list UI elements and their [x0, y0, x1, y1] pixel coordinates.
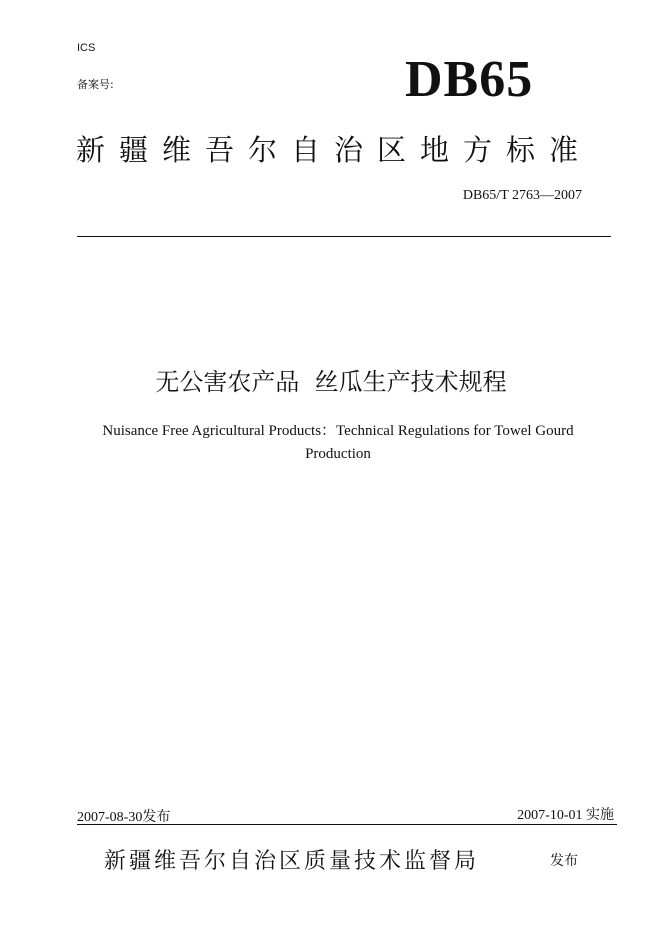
title-chinese: 无公害农产品 丝瓜生产技术规程	[155, 368, 507, 396]
standard-kind-heading: 新疆维吾尔自治区地方标准	[76, 133, 593, 167]
issuing-authority: 新疆维吾尔自治区质量技术监督局	[104, 849, 480, 874]
document-number: DB65/T 2763—2007	[462, 188, 582, 203]
issue-date-line	[77, 806, 170, 826]
standard-code: DB65	[405, 51, 534, 108]
footer-divider	[77, 824, 617, 825]
implement-label: 实施	[586, 807, 614, 823]
header-divider	[77, 236, 611, 237]
ics-label: ICS	[77, 42, 96, 54]
implement-date-line	[517, 804, 614, 824]
title-english: Nuisance Free Agricultural Products：Technical Regulations for Towel Gourd Production	[102, 423, 574, 462]
implement-date: 2007-10-01	[517, 808, 583, 823]
publish-label: 发布	[550, 853, 578, 869]
issue-date: 2007-08-30	[77, 810, 143, 825]
filing-number-label: 备案号:	[77, 78, 114, 91]
issue-label: 发布	[142, 809, 171, 825]
